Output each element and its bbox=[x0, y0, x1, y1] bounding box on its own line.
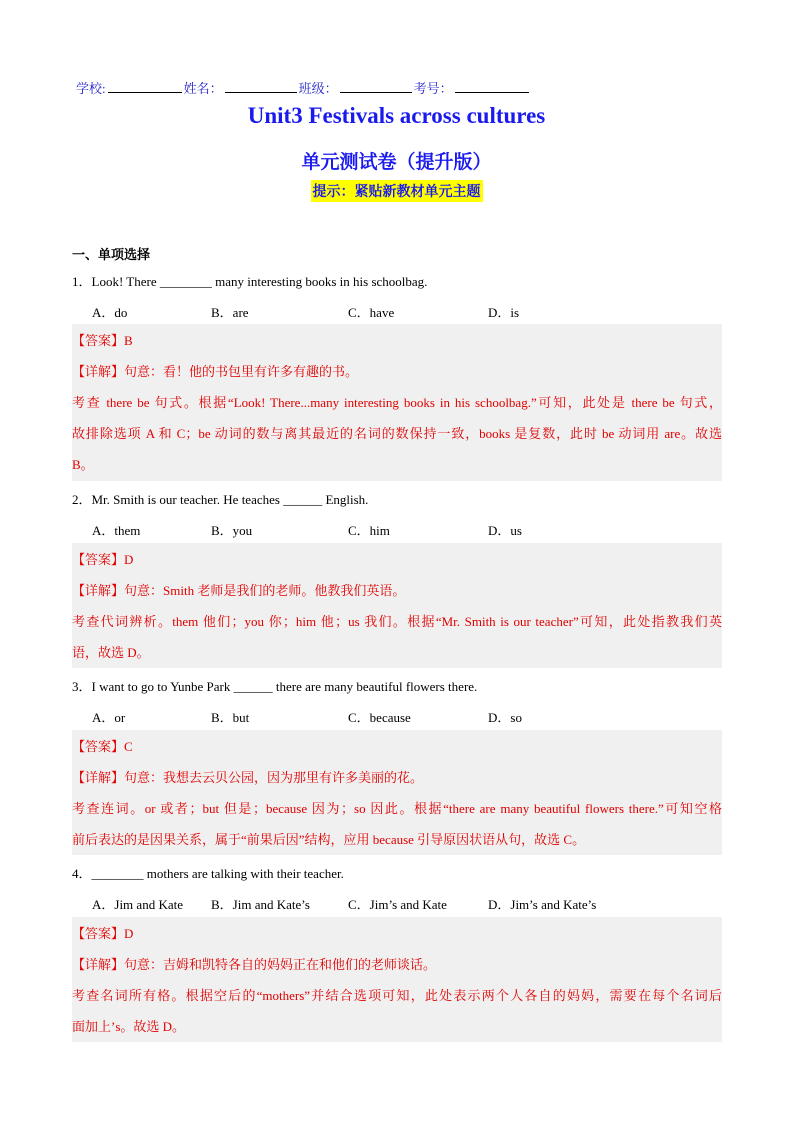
option-c: C．him bbox=[348, 523, 390, 538]
name-label: 姓名： bbox=[183, 81, 223, 96]
question-stem: 2．Mr. Smith is our teacher. He teaches ______ English. bbox=[72, 492, 369, 507]
option-b: B．are bbox=[211, 305, 249, 320]
option-a: A．do bbox=[92, 305, 128, 320]
option-d: D．so bbox=[488, 710, 522, 725]
answer-label: 【答案】D bbox=[72, 552, 134, 567]
class-blank bbox=[340, 81, 412, 93]
school-blank bbox=[108, 81, 182, 93]
option-c: C．because bbox=[348, 710, 411, 725]
school-label: 学校: bbox=[76, 81, 106, 96]
question-stem: 1．Look! There ________ many interesting books in his schoolbag. bbox=[72, 274, 428, 289]
answer-explanation-line: 前后表达的是因果关系，属于“前果后因”结构，应用 because 引导原因状语从句，故选 C。 bbox=[72, 832, 586, 847]
answer-box bbox=[72, 543, 722, 668]
tip-container bbox=[0, 180, 793, 202]
student-info-line bbox=[76, 78, 531, 97]
answer-explanation-line: 语，故选 D。 bbox=[72, 645, 150, 660]
answer-explanation-line: 故排除选项 A 和 C；be 动词的数与离其最近的名词的数保持一致，books 是复数，此时 be 动词用 are。故选 bbox=[72, 426, 722, 441]
exam-no-label: 考号： bbox=[413, 81, 453, 96]
exam-no-blank bbox=[455, 81, 529, 93]
option-d: D．Jim’s and Kate’s bbox=[488, 897, 597, 912]
option-a: A．Jim and Kate bbox=[92, 897, 183, 912]
answer-explanation-line: 考查 there be 句式。根据“Look! There...many interesting books in his schoolbag.”可知，此处是 there be 句式， bbox=[72, 395, 722, 410]
page-subtitle: 单元测试卷（提升版） bbox=[301, 151, 492, 173]
page-title: Unit3 Festivals across cultures bbox=[247, 103, 546, 128]
answer-explanation-line: B。 bbox=[72, 457, 94, 472]
question-stem: 4．________ mothers are talking with their teacher. bbox=[72, 866, 344, 881]
option-d: D．us bbox=[488, 523, 522, 538]
option-b: B．but bbox=[211, 710, 250, 725]
answer-label: 【答案】B bbox=[72, 333, 133, 348]
section-title: 一、单项选择 bbox=[72, 248, 151, 263]
option-b: B．Jim and Kate’s bbox=[211, 897, 310, 912]
option-d: D．is bbox=[488, 305, 520, 320]
option-c: C．Jim’s and Kate bbox=[348, 897, 447, 912]
answer-box bbox=[72, 917, 722, 1042]
answer-explanation-line: 考查代词辨析。them 他们；you 你；him 他；us 我们。根据“Mr. Smith is our teacher”可知，此处指教我们英 bbox=[72, 614, 722, 629]
option-a: A．them bbox=[92, 523, 141, 538]
option-b: B．you bbox=[211, 523, 253, 538]
answer-label: 【答案】C bbox=[72, 739, 133, 754]
answer-box bbox=[72, 324, 722, 481]
answer-detail: 【详解】句意：吉姆和凯特各自的妈妈正在和他们的老师谈话。 bbox=[72, 957, 437, 972]
answer-explanation-line: 考查连词。or 或者；but 但是；because 因为；so 因此。根据“there are many beautiful flowers there.”可知空格 bbox=[72, 801, 722, 816]
tip-highlight: 提示：紧贴新教材单元主题 bbox=[311, 180, 483, 202]
answer-explanation-line: 考查名词所有格。根据空后的“mothers”并结合选项可知，此处表示两个人各自的妈妈，需要在每个名词后 bbox=[72, 988, 722, 1003]
class-label: 班级： bbox=[298, 81, 338, 96]
option-a: A．or bbox=[92, 710, 126, 725]
answer-explanation-line: 面加上’s。故选 D。 bbox=[72, 1019, 186, 1034]
answer-detail: 【详解】句意：Smith 老师是我们的老师。他教我们英语。 bbox=[72, 583, 406, 598]
name-blank bbox=[225, 81, 297, 93]
answer-detail: 【详解】句意：我想去云贝公园，因为那里有许多美丽的花。 bbox=[72, 770, 424, 785]
answer-detail: 【详解】句意：看！他的书包里有许多有趣的书。 bbox=[72, 364, 359, 379]
question-stem: 3．I want to go to Yunbe Park ______ there are many beautiful flowers there. bbox=[72, 679, 478, 694]
answer-label: 【答案】D bbox=[72, 926, 134, 941]
option-c: C．have bbox=[348, 305, 395, 320]
answer-box bbox=[72, 730, 722, 855]
